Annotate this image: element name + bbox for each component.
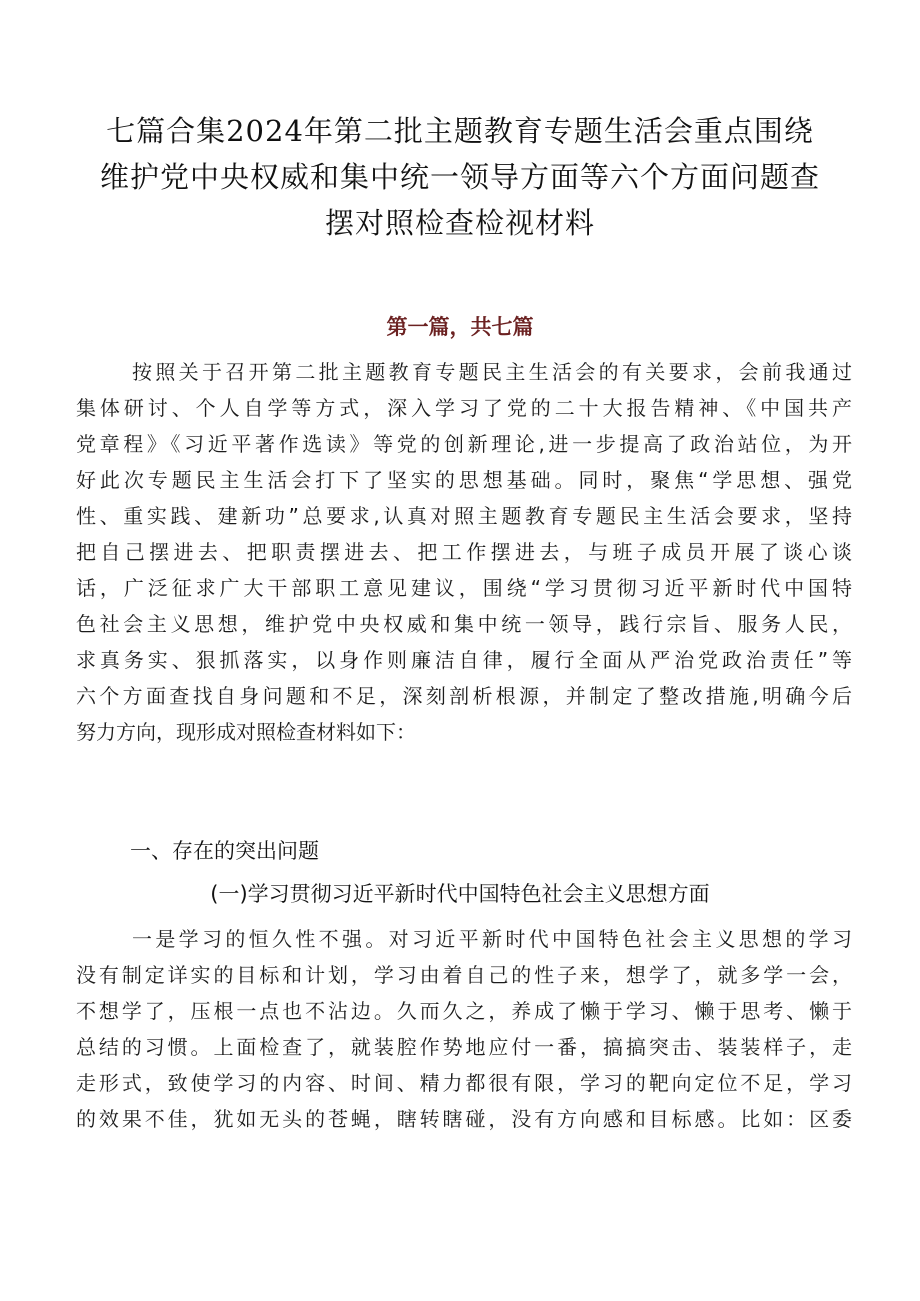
paragraph-line: 走形式，致使学习的内容、时间、精力都很有限，学习的靶向定位不足，学习 <box>76 1071 852 1095</box>
title-line: 七篇合集2024年第二批主题教育专题生活会重点围绕 <box>106 114 814 148</box>
paragraph-line: 六个方面查找自身问题和不足，深刻剖析根源，并制定了整改措施,明确今后 <box>76 684 852 708</box>
paragraph-line: 的效果不佳，犹如无头的苍蝇，瞎转瞎碰，没有方向感和目标感。比如：区委 <box>76 1107 852 1131</box>
paragraph-line: 一是学习的恒久性不强。对习近平新时代中国特色社会主义思想的学习 <box>132 927 852 951</box>
part-heading: 第一篇，共七篇 <box>386 315 534 339</box>
section-heading: 一、存在的突出问题 <box>130 839 319 863</box>
sub-heading: (一)学习贯彻习近平新时代中国特色社会主义思想方面 <box>210 882 710 906</box>
paragraph-line: 党章程》《习近平著作选读》等党的创新理论,进一步提高了政治站位，为开 <box>76 432 852 456</box>
paragraph-line: 总结的习惯。上面检查了，就装腔作势地应付一番，搞搞突击、装装样子，走 <box>76 1035 852 1059</box>
paragraph-line: 不想学了，压根一点也不沾边。久而久之，养成了懒于学习、懒于思考、懒于 <box>76 999 852 1023</box>
paragraph-line: 努力方向，现形成对照检查材料如下： <box>76 720 416 744</box>
paragraph-line: 按照关于召开第二批主题教育专题民主生活会的有关要求，会前我通过 <box>132 360 852 384</box>
paragraph-line: 求真务实、狠抓落实，以身作则廉洁自律，履行全面从严治党政治责任”等 <box>76 648 852 672</box>
paragraph-line: 性、重实践、建新功”总要求,认真对照主题教育专题民主生活会要求，坚持 <box>76 504 852 528</box>
paragraph-line: 集体研讨、个人自学等方式，深入学习了党的二十大报告精神、《中国共产 <box>76 396 852 420</box>
title-line: 摆对照检查检视材料 <box>324 206 595 240</box>
intro-paragraph <box>76 354 852 750</box>
paragraph-line: 没有制定详实的目标和计划，学习由着自己的性子来，想学了，就多学一会， <box>76 963 852 987</box>
paragraph-line: 好此次专题民主生活会打下了坚实的思想基础。同时，聚焦“学思想、强党 <box>76 468 852 492</box>
paragraph-line: 色社会主义思想，维护党中央权威和集中统一领导，践行宗旨、服务人民， <box>76 612 852 636</box>
title-line: 维护党中央权威和集中统一领导方面等六个方面问题查 <box>99 160 820 194</box>
document-title <box>60 108 860 246</box>
paragraph-line: 话，广泛征求广大干部职工意见建议，围绕“学习贯彻习近平新时代中国特 <box>76 576 852 600</box>
paragraph-line: 把自己摆进去、把职责摆进去、把工作摆进去，与班子成员开展了谈心谈 <box>76 540 852 564</box>
point-paragraph <box>76 921 852 1137</box>
